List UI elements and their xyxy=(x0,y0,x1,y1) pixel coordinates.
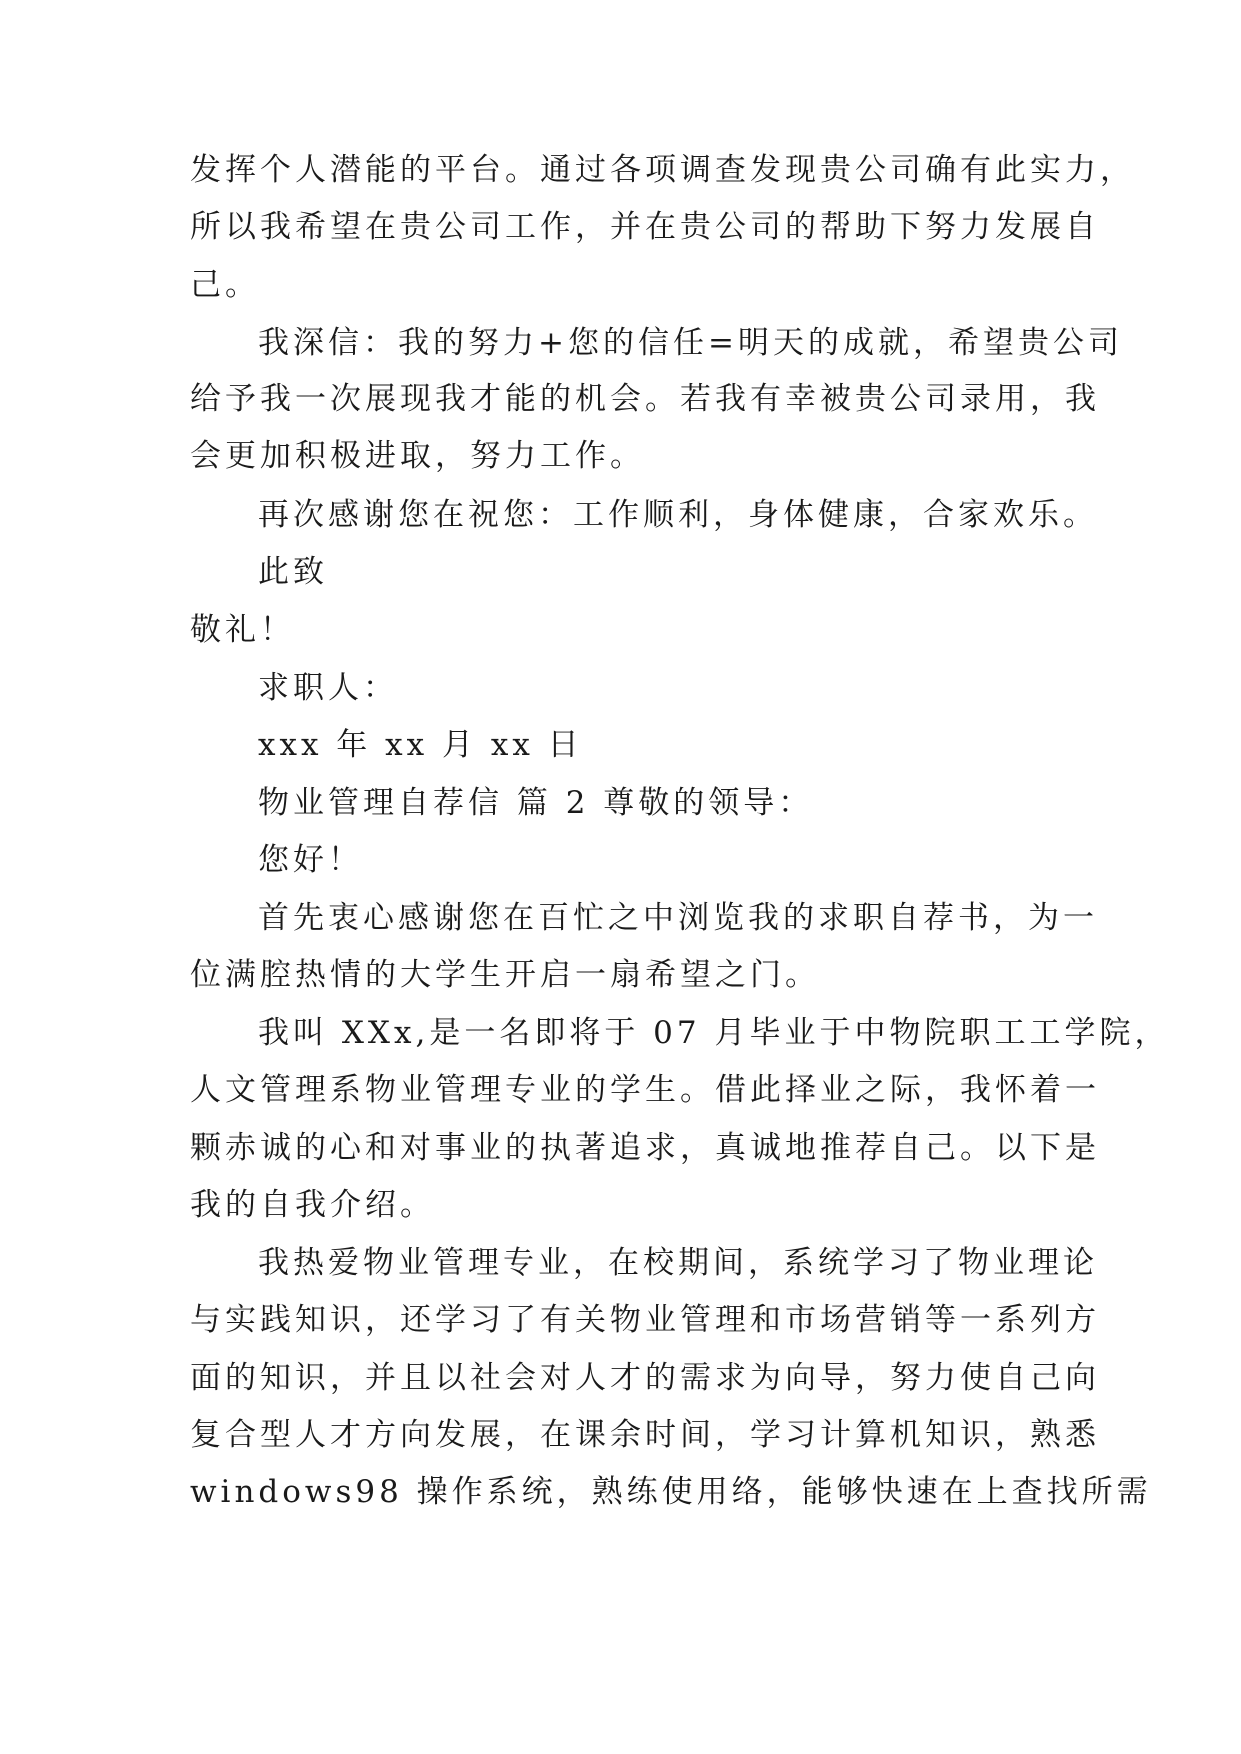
text-line: 我深信：我的努力+您的信任=明天的成就，希望贵公司 xyxy=(258,325,1123,361)
text-line: 物业管理自荐信 篇 2 尊敬的领导： xyxy=(258,785,814,821)
text-line: 再次感谢您在祝您：工作顺利，身体健康，合家欢乐。 xyxy=(258,497,1098,533)
text-line: windows98 操作系统，熟练使用络，能够快速在上查找所需 xyxy=(190,1474,1152,1510)
text-line: 此致 xyxy=(258,554,328,590)
text-line: 人文管理系物业管理专业的学生。借此择业之际，我怀着一 xyxy=(190,1072,1100,1108)
text-line: 您好！ xyxy=(258,842,363,878)
text-line: 己。 xyxy=(190,267,260,303)
text-line: 所以我希望在贵公司工作，并在贵公司的帮助下努力发展自 xyxy=(190,209,1100,245)
text-line: 位满腔热情的大学生开启一扇希望之门。 xyxy=(190,957,820,993)
text-line: 求职人： xyxy=(258,670,398,706)
text-line: 我的自我介绍。 xyxy=(190,1187,435,1223)
text-line: xxx 年 xx 月 xx 日 xyxy=(258,727,583,763)
text-line: 发挥个人潜能的平台。通过各项调查发现贵公司确有此实力， xyxy=(190,152,1135,188)
text-line: 我热爱物业管理专业，在校期间，系统学习了物业理论 xyxy=(258,1245,1098,1281)
text-line: 给予我一次展现我才能的机会。若我有幸被贵公司录用，我 xyxy=(190,381,1100,417)
text-line: 与实践知识，还学习了有关物业管理和市场营销等一系列方 xyxy=(190,1302,1100,1338)
text-line: 颗赤诚的心和对事业的执著追求，真诚地推荐自己。以下是 xyxy=(190,1130,1100,1166)
text-line: 面的知识，并且以社会对人才的需求为向导，努力使自己向 xyxy=(190,1360,1100,1396)
text-line: 敬礼！ xyxy=(190,612,295,648)
text-line: 会更加积极进取，努力工作。 xyxy=(190,438,645,474)
text-line: 复合型人才方向发展，在课余时间，学习计算机知识，熟悉 xyxy=(190,1417,1100,1453)
text-line: 我叫 XXx,是一名即将于 07 月毕业于中物院职工工学院， xyxy=(258,1015,1170,1051)
text-line: 首先衷心感谢您在百忙之中浏览我的求职自荐书，为一 xyxy=(258,900,1098,936)
